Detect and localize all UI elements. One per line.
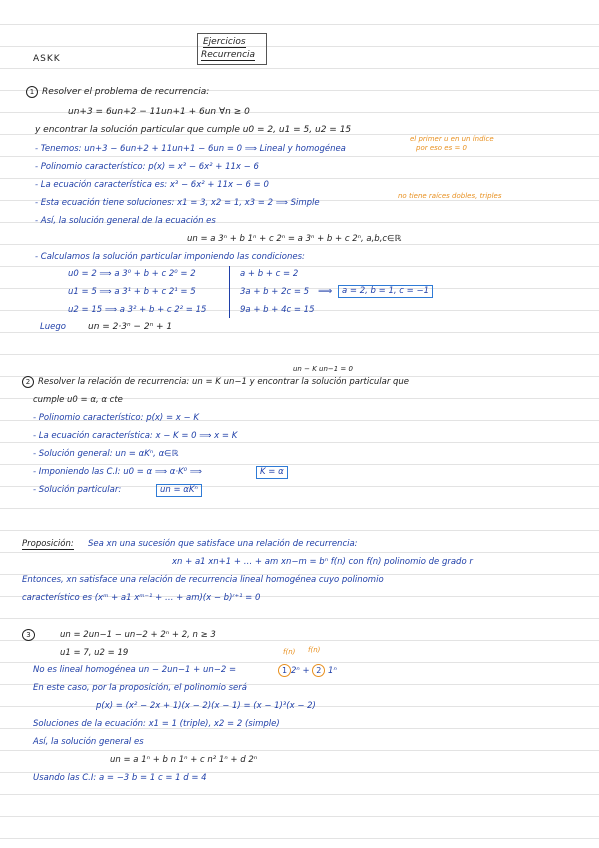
ex1-roots: - Esta ecuación tiene soluciones: x1 = 3, x2 = 1, x3 = 2 ⟹ Simple — [35, 198, 320, 208]
ex3-general-solution: un = a 1ⁿ + b n 1ⁿ + c n² 1ⁿ + d 2ⁿ — [110, 755, 258, 765]
rhs-term-2: 1ⁿ — [325, 666, 337, 676]
ex1-arrow: ⟹ — [318, 286, 333, 297]
exercise-2-number: 2 — [22, 376, 34, 388]
title-line-1: Ejercicios — [203, 37, 246, 47]
ex1-recurrence: un+3 = 6un+2 − 11un+1 + 6un ∀n ≥ 0 — [68, 107, 250, 117]
ex2-note-above: un − K un−1 = 0 — [293, 365, 353, 373]
circled-coef-2: 2 — [312, 664, 325, 677]
ex1-char-poly: - Polinomio característico: p(x) = x³ − 6x² + 11x − 6 — [35, 162, 259, 172]
author-label: ASKK — [33, 54, 61, 64]
ex1-step-tenemos: - Tenemos: un+3 − 6un+2 + 11un+1 − 6un = 0 ⟹ Lineal y homogénea — [35, 144, 346, 154]
ex1-sys-1: a + b + c = 2 — [240, 269, 299, 279]
title-line-2: Recurrencia — [201, 50, 256, 60]
ex1-note-1: el primer u en un índice — [410, 135, 494, 143]
ex1-sys-3: 9a + b + 4c = 15 — [240, 305, 315, 315]
ex2-particular-label: - Solución particular: — [33, 485, 122, 495]
rhs-term-1: 2ⁿ + — [291, 666, 313, 676]
ex2-char-poly: - Polinomio característico: p(x) = x − K — [33, 413, 199, 423]
ex3-ann-2: f(n) — [308, 646, 321, 654]
ex3-general-intro: Así, la solución general es — [33, 737, 144, 747]
ex3-not-homogeneous: No es lineal homogénea un − 2un−1 + un−2 = — [33, 665, 237, 675]
ex3-roots: Soluciones de la ecuación: x1 = 1 (triple), x2 = 2 (simple) — [33, 719, 280, 729]
ex1-cond-1: u0 = 2 ⟹ a 3⁰ + b + c 2⁰ = 2 — [68, 269, 196, 279]
ex2-statement: Resolver la relación de recurrencia: un = K un−1 y encontrar la solución particular que — [38, 377, 410, 387]
ex2-general: - Solución general: un = αKⁿ, α∈ℝ — [33, 449, 179, 459]
ex1-cond-3: u2 = 15 ⟹ a 3² + b + c 2² = 15 — [68, 305, 207, 315]
ex1-note-2: por eso es = 0 — [416, 144, 468, 152]
ex2-particular-box: un = αKⁿ — [156, 484, 202, 497]
ex3-initial: u1 = 7, u2 = 19 — [60, 648, 129, 658]
circled-coef-1: 1 — [278, 664, 291, 677]
prop-line-4: característico es (xᵐ + a1 xᵐ⁻¹ + … + am)(x − b)ʳ⁺¹ = 0 — [22, 593, 261, 603]
ex3-ann-1: f(n) — [283, 648, 296, 656]
ex2-result-box: K = α — [256, 466, 288, 479]
system-brace — [229, 266, 234, 318]
ex1-cond-2: u1 = 5 ⟹ a 3¹ + b + c 2¹ = 5 — [68, 287, 196, 297]
ex1-final-solution: un = 2·3ⁿ − 2ⁿ + 1 — [88, 322, 173, 332]
ex1-note-3: no tiene raíces dobles, triples — [398, 192, 502, 200]
ex3-recurrence: un = 2un−1 − un−2 + 2ⁿ + 2, n ≥ 3 — [60, 630, 216, 640]
ex1-sys-2: 3a + b + 2c = 5 — [240, 287, 310, 297]
exercise-1-number: 1 — [26, 86, 38, 98]
ex1-char-eq: - La ecuación característica es: x³ − 6x² + 11x − 6 = 0 — [35, 180, 269, 190]
ex1-final-label: Luego — [40, 322, 66, 332]
ex1-general-solution: un = a 3ⁿ + b 1ⁿ + c 2ⁿ = a 3ⁿ + b + c 2ⁿ, a,b,c∈ℝ — [187, 234, 402, 244]
exercise-3-number: 3 — [22, 629, 35, 641]
prop-line-2: xn + a1 xn+1 + … + am xn−m = bⁿ f(n) con f(n) polinomio de grado r — [172, 557, 473, 567]
ex2-impose: - Imponiendo las C.I: u0 = α ⟹ α·K⁰ ⟹ — [33, 467, 202, 477]
ex1-general-intro: - Así, la solución general de la ecuación es — [35, 216, 216, 226]
ex1-condition: y encontrar la solución particular que cumple u0 = 2, u1 = 5, u2 = 15 — [35, 125, 352, 135]
ex1-result-box: a = 2, b = 1, c = −1 — [338, 285, 433, 298]
prop-line-3: Entonces, xn satisface una relación de recurrencia lineal homogénea cuyo polinomio — [22, 575, 384, 585]
ex2-char-eq: - La ecuación característica: x − K = 0 ⟹ x = K — [33, 431, 238, 441]
ex1-statement: Resolver el problema de recurrencia: — [42, 87, 210, 97]
ex3-prop-intro: En este caso, por la proposición, el polinomio será — [33, 683, 247, 693]
ex2-condition: cumple u0 = α, α cte — [33, 395, 123, 405]
ex3-constants: Usando las C.I: a = −3 b = 1 c = 1 d = 4 — [33, 773, 207, 783]
prop-line-1: Sea xn una sucesión que satisface una relación de recurrencia: — [88, 539, 358, 549]
prop-title: Proposición: — [22, 539, 74, 549]
ex3-poly: p(x) = (x² − 2x + 1)(x − 2)(x − 1) = (x − 1)³(x − 2) — [96, 701, 316, 711]
ex1-particular-intro: - Calculamos la solución particular imponiendo las condiciones: — [35, 252, 305, 262]
ex3-rhs — [278, 664, 337, 677]
